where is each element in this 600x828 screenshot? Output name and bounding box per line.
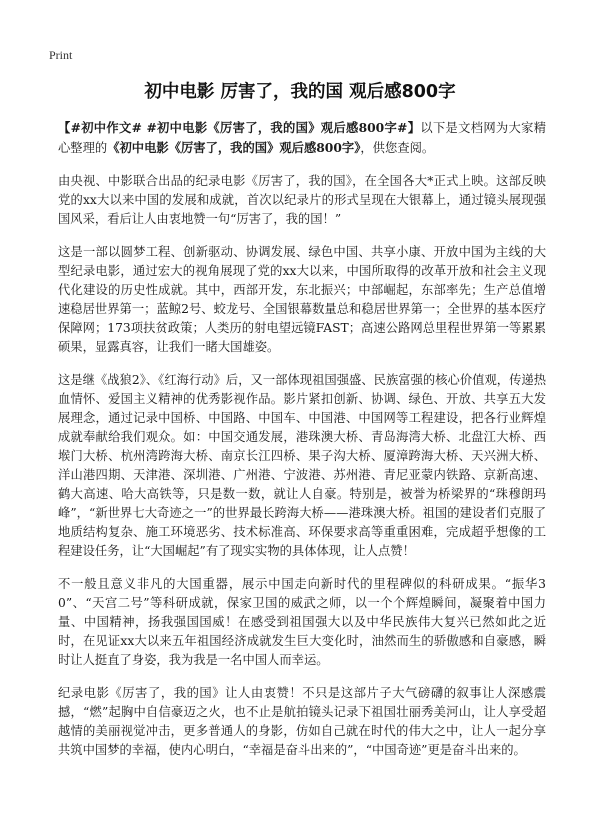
paragraph-4: 不一般且意义非凡的大国重器，展示中国走向新时代的里程碑似的科研成果。“振华30”、“天宫二号”等科研成就，保家卫国的威武之师，以一个个辉煌瞬间，凝聚着中国力量、中国精神，扬我强国国威！在感受到祖国强大以及中华民族伟大复兴已然如此之近时，在见证xx大以来五年祖国经济成就发生巨大变化时，油然而生的骄傲感和自豪感，瞬时让人挺直了身姿，我为我是一名中国人而幸运。	[58, 577, 546, 667]
intro-text-end: ，供您查阅。	[360, 141, 435, 155]
print-link[interactable]: Print	[49, 48, 73, 62]
intro-text: 以下是文档网为大家精心整理的	[58, 121, 546, 155]
article-body	[58, 118, 546, 774]
paragraph-1: 由央视、中影联合出品的纪录电影《厉害了，我的国》，在全国各大*正式上映。这部反映党的xx大以来中国的发展和成就，首次以纪录片的形式呈现在大银幕上，通过镜头展现强国风采，看后让人由衷地赞一句“厉害了，我的国！”	[58, 174, 546, 226]
page-title: 初中电影 厉害了，我的国 观后感800字	[144, 82, 456, 102]
intro-paragraph	[58, 118, 546, 158]
paragraph-5: 纪录电影《厉害了，我的国》让人由衷赞！不只是这部片子大气磅礴的叙事让人深感震撼，“燃”起胸中自信豪迈之火，也不止是航拍镜头记录下祖国壮丽秀美河山，让人享受超越情的美丽视觉冲击，更多普通人的身影，仿如自己就在时代的伟大之中，让人一起分享共筑中国梦的幸福，使内心明白，“幸福是奋斗出来的”，“中国奇迹”更是奋斗出来的。	[58, 686, 546, 757]
intro-highlight: 《初中电影《厉害了，我的国》观后感800字》	[107, 140, 361, 155]
paragraph-3: 这是继《战狼2》、《红海行动》后，又一部体现祖国强盛、民族富强的核心价值观，传递热血情怀、爱国主义精神的优秀影视作品。影片紧扣创新、协调、绿色、开放、共享五大发展理念，通过记录中国桥、中国路、中国车、中国港、中国网等工程建设，把各行业辉煌成就奉献给我们观众。如：中国交通发展，港珠澳大桥、青岛海湾大桥、北盘江大桥、西堠门大桥、杭州湾跨海大桥、南京长江四桥、果子沟大桥、厦漳跨海大桥、天兴洲大桥、洋山港四期、天津港、深圳港、广州港、宁波港、苏州港、青尼亚蒙内铁路、京新高速、鹤大高速、哈大高铁等，只是数一数，就让人自豪。特别是，被誉为桥梁界的“珠穆朗玛峰”，“新世界七大奇迹之一”的世界最长跨海大桥——港珠澳大桥。祖国的建设者们克服了地质结构复杂、施工环境恶劣、技术标准高、环保要求高等重重困难，完成超乎想像的工程建设任务，让“大国崛起”有了现实实物的具体体现，让人点赞！	[58, 373, 546, 558]
intro-tag: 【#初中作文# #初中电影《厉害了，我的国》观后感800字#】	[58, 120, 421, 135]
paragraph-2: 这是一部以圆梦工程、创新驱动、协调发展、绿色中国、共享小康、开放中国为主线的大型纪录电影，通过宏大的视角展现了党的xx大以来，中国所取得的改革开放和社会主义现代化建设的历史性成就。其中，西部开发，东北振兴；中部崛起，东部率先；生产总值增速稳居世界第一；蓝鲸2号、蛟龙号、全国银幕数量总和稳居世界第一；全世界的基本医疗保障网；173项扶贫政策；人类历的射电望远镜FAST；高速公路网总里程世界第一等累累硕果，显露真容，让我们一睹大国雄姿。	[58, 245, 546, 354]
